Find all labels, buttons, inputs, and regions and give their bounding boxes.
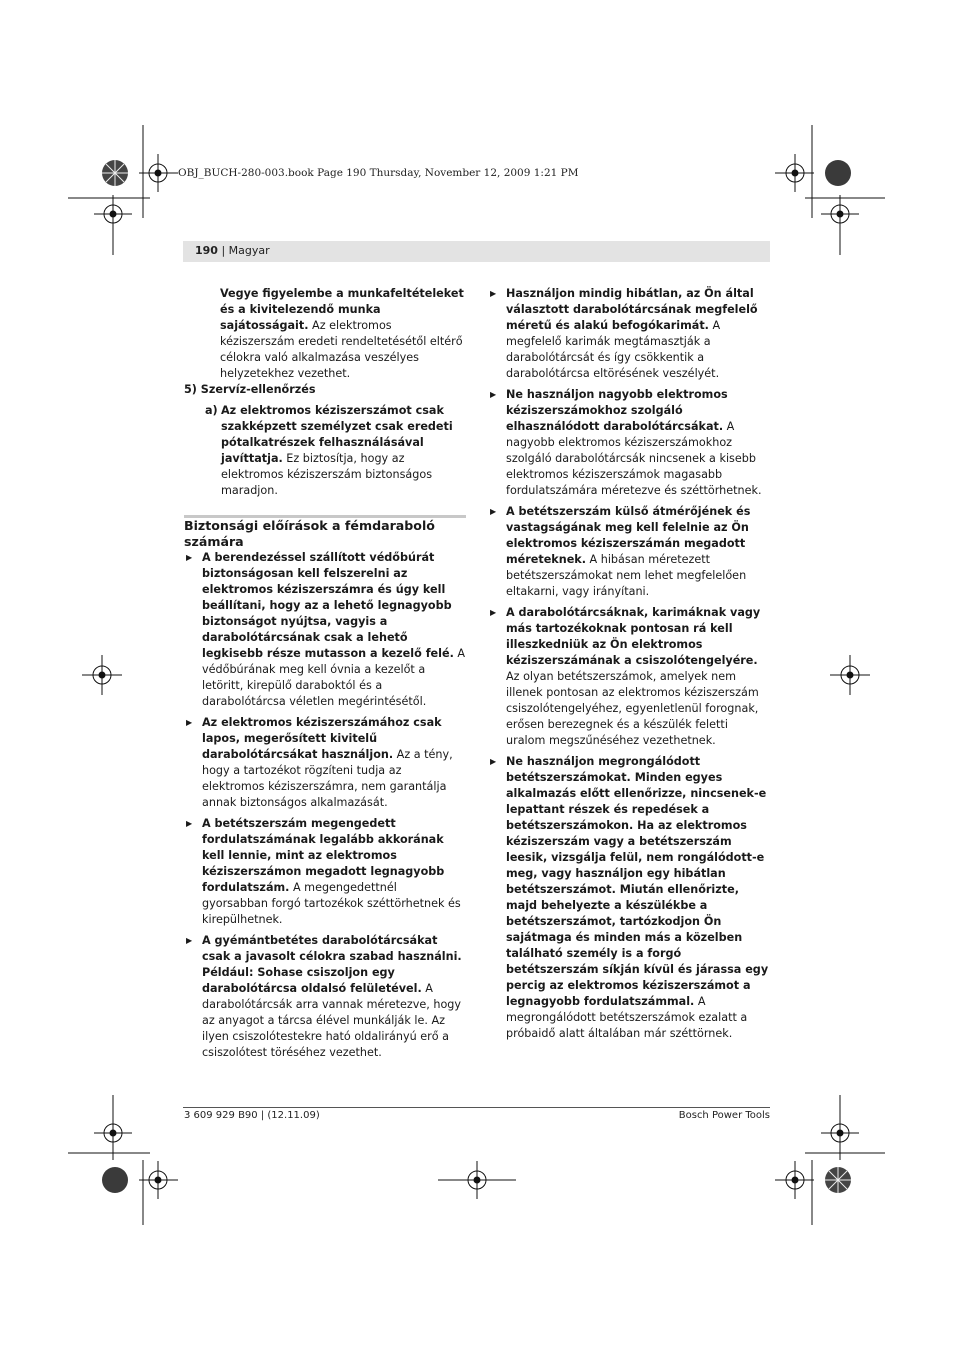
registration-mark-icon — [821, 195, 859, 233]
color-wheel-icon — [825, 160, 851, 186]
bullet-text: A hibásan méretezett betétszerszámokat nem lehet megfelelően eltakarni, vagy irányítani. — [506, 553, 747, 598]
list-item — [488, 286, 770, 382]
list-item — [184, 550, 466, 710]
list-item — [184, 933, 466, 1061]
right-column — [488, 286, 770, 1047]
service-item-label: a) — [205, 404, 218, 417]
bullet-bold: Ne használjon megrongálódott betétszerszámokat. Minden egyes alkalmazás előtt ellenőrizze, nincsenek-e lepattant részek és repedések a betétszerszámokon. Ha az elektromos kéziszerszám vagy a betétszerszám leesik, vizsgálja felül, nem rongálódott-e meg, vagy használjon egy hibátlan betétszerszámot. Miután ellenőrizte, majd behelyezte a készülékbe a betétszerszámot, tartózkodjon Ön sajátmaga és minden más a közelben található személy is a forgó betétszerszám síkján kívül és járassa egy percig az elektromos kéziszerszámot a legnagyobb fordulatszámmal. — [506, 755, 769, 1008]
registration-mark-icon — [94, 195, 132, 233]
intro-bold: Vegye figyelembe a munkafeltételeket és a kivitelezendő munka sajátosságait. — [220, 287, 464, 332]
bullet-text: A nagyobb elektromos kéziszerszámokhoz szolgáló darabolótárcsák nincsenek a kisebb elektromos kéziszerszámok magasabb fordulatszámára méretezve és széttörhetnek. — [506, 420, 762, 497]
registration-mark-icon — [82, 655, 122, 695]
bullet-text: A megrongálódott betétszerszámok ezalatt a próbaidő alatt általában már széttörnek. — [506, 995, 748, 1040]
bullet-bold: A berendezéssel szállított védőbúrát biztonságosan kell felszerelni az elektromos kéziszerszámra és úgy kell beállítani, hogy az a lehető legnagyobb biztonságot nyújtsa, vagyis a darabolótárcsának csak a lehető legkisebb része mutasson a kezelő felé. — [202, 551, 454, 660]
list-item — [488, 387, 770, 499]
page-header — [195, 244, 270, 257]
service-heading: 5) Szervíz-ellenőrzés — [184, 383, 316, 396]
service-item-text: Ez biztosítja, hogy az elektromos kéziszerszám biztonságos maradjon. — [221, 452, 433, 497]
list-item — [184, 715, 466, 811]
bullet-text: Az olyan betétszerszámok, amelyek nem illenek pontosan az elektromos kéziszerszám csiszolótengelyéhez, egyenletlenül forognak, erősen berezegnek és a készülék feletti uralom megszűnéséhez vezethetnek. — [506, 670, 759, 747]
list-item — [488, 504, 770, 600]
page-number: 190 — [195, 244, 218, 257]
bullet-bold: Az elektromos kéziszerszámához csak lapos, megerősített kivitelű darabolótárcsákat használjon. — [202, 716, 442, 761]
color-wheel-icon — [102, 160, 128, 186]
bullet-text: A védőbúrának meg kell óvnia a kezelőt a letöritt, kirepülő daraboktól és a darabolótárcsa véletlen megérintésétől. — [202, 647, 466, 708]
registration-mark-icon — [775, 1161, 814, 1199]
registration-mark-icon — [775, 154, 814, 192]
registration-mark-icon — [94, 1114, 132, 1152]
intro-text: Az elektromos kéziszerszám eredeti rendeltetésétől eltérő célokra való alkalmazása veszélyes helyzetekhez vezethet. — [220, 319, 463, 380]
header-separator: | — [217, 244, 229, 257]
bullet-text: A megengedettnél gyorsabban forgó tartozékok széttörhetnek és kirepülhetnek. — [202, 881, 461, 926]
page-header-bar — [183, 241, 770, 262]
bullet-text: A darabolótárcsák arra vannak méretezve, hogy az anyagot a tárcsa élével munkálják le. Az ilyen csiszolótestekre ható oldalirányú erő a csiszolótest töréséhez vezethet. — [202, 982, 462, 1059]
bullet-arrow-icon: ▶ — [186, 819, 193, 828]
bullet-arrow-icon: ▶ — [490, 289, 497, 298]
service-item — [184, 403, 466, 499]
footer-brand: Bosch Power Tools — [678, 1110, 770, 1121]
footer-doc-number: 3 609 929 B90 | (12.11.09) — [184, 1110, 320, 1121]
bullet-arrow-icon: ▶ — [490, 757, 497, 766]
service-item-body — [205, 403, 466, 499]
registration-mark-icon — [139, 1161, 178, 1199]
bullet-bold: Használjon mindig hibátlan, az Ön által választott darabolótárcsának megfelelő méretű és alakú befogókarimát. — [506, 287, 758, 332]
left-column — [184, 286, 466, 1066]
bullet-arrow-icon: ▶ — [186, 718, 193, 727]
print-info-line: OBJ_BUCH-280-003.book Page 190 Thursday, November 12, 2009 1:21 PM — [178, 167, 579, 179]
intro-paragraph — [184, 286, 466, 382]
list-item — [184, 816, 466, 928]
registration-mark-icon — [139, 154, 178, 192]
section-title: Biztonsági előírások a fémdaraboló számára — [184, 518, 435, 549]
bullet-bold: Ne használjon nagyobb elektromos kéziszerszámokhoz szolgáló elhasználódott darabolótárcsákat. — [506, 388, 728, 433]
header-language: Magyar — [228, 244, 270, 257]
registration-mark-icon — [830, 655, 870, 695]
bullet-arrow-icon: ▶ — [490, 507, 497, 516]
list-item — [488, 605, 770, 749]
bullet-arrow-icon: ▶ — [186, 936, 193, 945]
color-wheel-icon — [825, 1167, 851, 1193]
bullet-arrow-icon: ▶ — [490, 608, 497, 617]
bullet-bold: A darabolótárcsáknak, karimáknak vagy más tartozékoknak pontosan rá kell illeszkedniük az Ön elektromos kéziszerszámának a csiszolótengelyére. — [506, 606, 761, 667]
service-item-bold: Az elektromos kéziszerszámot csak szakképzett személyzet csak eredeti pótalkatrészek felhasználásával javíttatja. — [221, 404, 453, 465]
bullet-text: Az a tény, hogy a tartozékot rögzíteni tudja az elektromos kéziszerszámra, nem garantálja annak biztonságos alkalmazását. — [202, 748, 453, 809]
bullet-bold: A betétszerszám külső átmérőjének és vastagságának meg kell felelnie az Ön elektromos kéziszerszámán megadott méreteknek. — [506, 505, 751, 566]
footer-rule — [183, 1107, 770, 1108]
bullet-arrow-icon: ▶ — [490, 390, 497, 399]
bullet-text: A megfelelő karimák megtámasztják a darabolótárcsát és így csökkentik a darabolótárcsa eltörésének veszélyét. — [506, 319, 721, 380]
list-item — [488, 754, 770, 1042]
bullet-arrow-icon: ▶ — [186, 553, 193, 562]
color-wheel-icon — [102, 1167, 128, 1193]
bullet-bold: A betétszerszám megengedett fordulatszámának legalább akkorának kell lennie, mint az elektromos kéziszerszámon megadott legnagyobb fordulatszám. — [202, 817, 445, 894]
bullet-bold: A gyémántbetétes darabolótárcsákat csak a javasolt célokra szabad használni. Például: Sohase csiszoljon egy darabolótárcsa oldalsó felületével. — [202, 934, 462, 995]
registration-mark-icon — [821, 1114, 859, 1152]
